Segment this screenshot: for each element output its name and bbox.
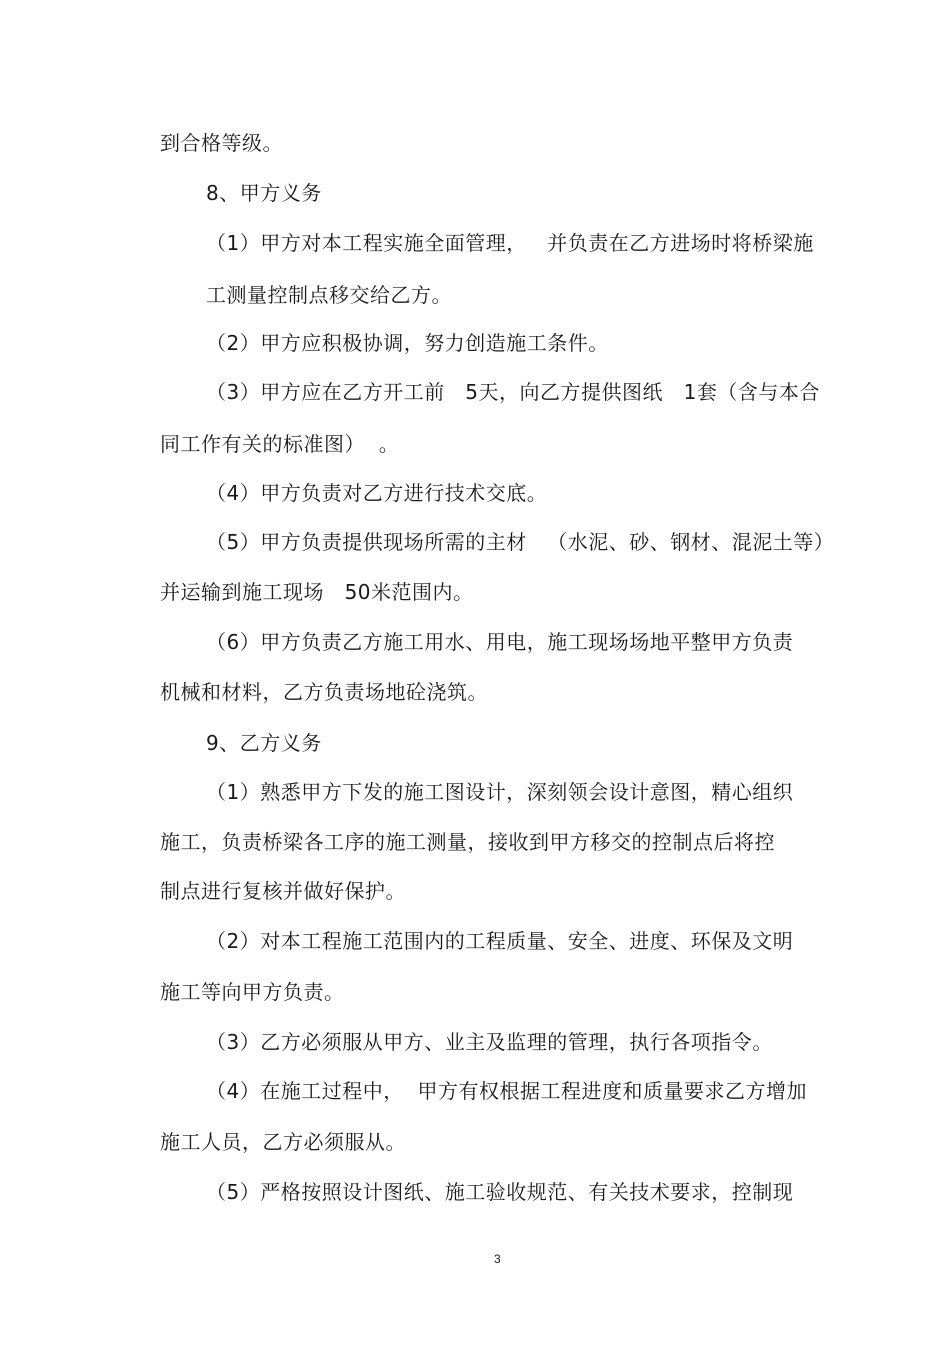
text-line: （1）熟悉甲方下发的施工图设计，深刻领会设计意图，精心组织 (206, 780, 794, 804)
text-line: 施工人员，乙方必须服从。 (160, 1130, 406, 1154)
text-line: （3）乙方必须服从甲方、业主及监理的管理，执行各项指令。 (206, 1030, 773, 1054)
text-line: （4）在施工过程中， 甲方有权根据工程进度和质量要求乙方增加 (206, 1079, 807, 1103)
text-line: 到合格等级。 (160, 131, 283, 155)
text-line: （5）严格按照设计图纸、施工验收规范、有关技术要求，控制现 (206, 1180, 794, 1204)
text-line: （2）对本工程施工范围内的工程质量、安全、进度、环保及文明 (206, 929, 794, 953)
text-line: （5）甲方负责提供现场所需的主材 （水泥、砂、钢材、混泥土等） (206, 530, 835, 554)
text-line: 施工，负责桥梁各工序的施工测量，接收到甲方移交的控制点后将控 (160, 830, 775, 854)
page-number: 3 (494, 1252, 501, 1266)
section-heading: 8、甲方义务 (206, 181, 322, 205)
text-line: 同工作有关的标准图） 。 (160, 432, 400, 456)
section-heading: 9、乙方义务 (206, 731, 322, 755)
text-line: （1）甲方对本工程实施全面管理， 并负责在乙方进场时将桥梁施 (206, 231, 814, 255)
text-line: （3）甲方应在乙方开工前 5天，向乙方提供图纸 1套（含与本合 (206, 380, 820, 404)
text-line: 工测量控制点移交给乙方。 (206, 283, 452, 307)
text-line: （6）甲方负责乙方施工用水、用电，施工现场场地平整甲方负责 (206, 630, 794, 654)
text-line: （4）甲方负责对乙方进行技术交底。 (206, 481, 548, 505)
text-line: 并运输到施工现场 50米范围内。 (160, 580, 474, 604)
text-line: 机械和材料，乙方负责场地砼浇筑。 (160, 680, 488, 704)
text-line: （2）甲方应积极协调，努力创造施工条件。 (206, 331, 609, 355)
text-line: 施工等向甲方负责。 (160, 980, 345, 1004)
text-line: 制点进行复核并做好保护。 (160, 879, 406, 903)
